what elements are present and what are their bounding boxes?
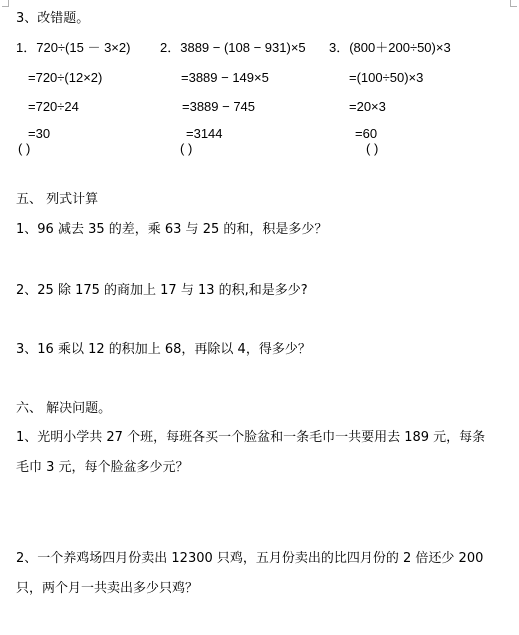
problem2-step2: =3889 − 745 <box>182 99 256 114</box>
section6-question2-line2: 只，两个月一共卖出多少只鸡？ <box>16 581 199 596</box>
section6-question2-line1: 2、一个养鸡场四月份卖出 12300 只鸡，五月份卖出的比四月份的 2 倍还少 200 <box>16 551 484 566</box>
section6-title: 六、 解决问题。 <box>16 401 112 416</box>
problem1-step1: =720÷(12×2) <box>28 70 103 85</box>
section5-title: 五、 列式计算 <box>16 192 99 207</box>
problem1-expression: 1．720÷(15 － 3×2) <box>16 40 131 55</box>
problem2-step1: =3889 − 149×5 <box>181 70 269 85</box>
section5-question2: 2、25 除 175 的商加上 17 与 13 的积,和是多少? <box>16 283 308 298</box>
section6-question1-line1: 1、光明小学共 27 个班，每班各买一个脸盆和一条毛巾一共要用去 189 元，每条 <box>16 430 486 445</box>
section3-title: 3、改错题。 <box>16 11 90 26</box>
problem3-answer-paren: ( ) <box>366 141 379 156</box>
section6-question1-line2: 毛巾 3 元，每个脸盆多少元？ <box>16 460 189 475</box>
problem2-answer-paren: ( ) <box>180 141 193 156</box>
section5-question1: 1、96 减去 35 的差，乘 63 与 25 的和，积是多少？ <box>16 222 328 237</box>
problem3-step1: =(100÷50)×3 <box>349 70 424 85</box>
problem2-step3: =3144 <box>186 126 223 141</box>
problem2-expression: 2．3889 − (108 − 931)×5 <box>160 40 306 55</box>
corner-mark-left <box>2 0 9 7</box>
problem1-answer-paren: ( ) <box>18 141 31 156</box>
problem3-step3: =60 <box>355 126 378 141</box>
corner-mark-right <box>510 0 517 7</box>
problem1-step3: =30 <box>28 126 51 141</box>
problem3-step2: =20×3 <box>349 99 386 114</box>
problem1-step2: =720÷24 <box>28 99 79 114</box>
section5-question3: 3、16 乘以 12 的积加上 68，再除以 4，得多少？ <box>16 342 311 357</box>
problem3-expression: 3．(800＋200÷50)×3 <box>329 40 451 55</box>
